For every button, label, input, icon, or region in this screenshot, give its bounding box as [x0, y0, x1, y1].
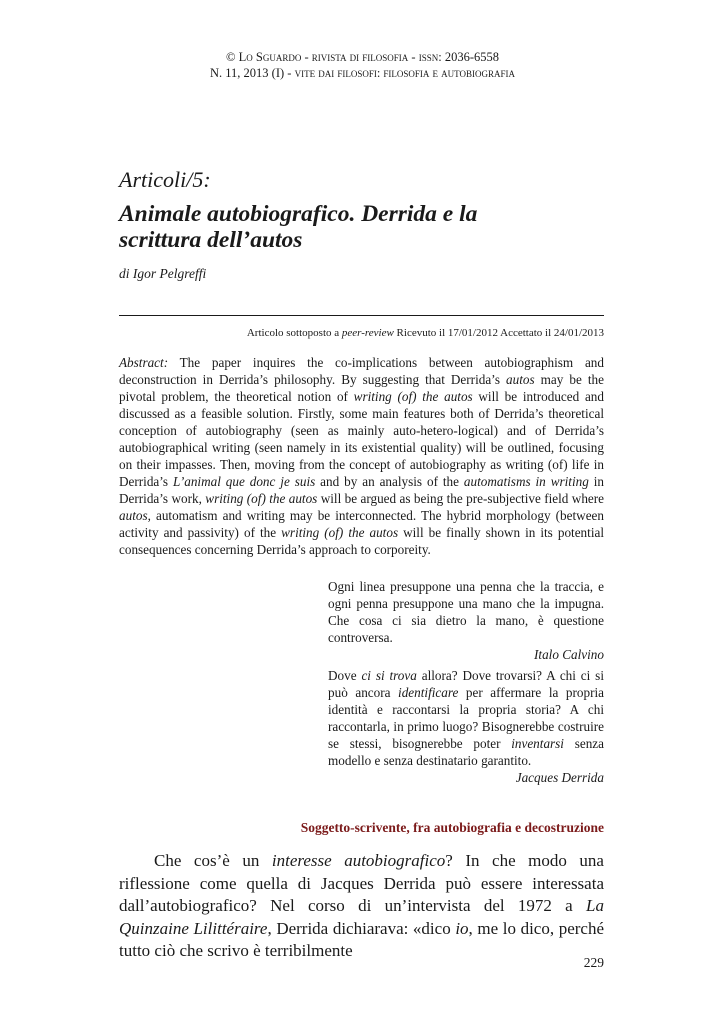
body-paragraph: Che cos’è un interesse autobiografico? In che modo una riflessione come quella di Jacques Derrida può essere interessata dall’autobiografico? Nel corso di un’intervista del 1972 a La Quinzaine Lilittéraire, Derrida dichiarava: «dico io, me lo dico, perché tutto ciò che scrivo è terribilmente — [119, 851, 604, 960]
epigraph-text: Dove ci si trova allora? Dove trovarsi? A chi ci si può ancora identificare per affermare la propria identità e raccontarsi la propria storia? A chi raccontarla, in primo luogo? Bisognerebbe costruire se stessi, bisognerebbe poter inventarsi senza modello e senza destinatario garantito. — [328, 668, 604, 768]
journal-name: Lo Sguardo - rivista di filosofia - issn — [238, 50, 439, 64]
article-title-line1: Animale autobiografico. Derrida e la — [119, 201, 478, 227]
epigraph-attribution: Jacques Derrida — [515, 770, 604, 785]
journal-header-line1: © Lo Sguardo - rivista di filosofia - issn: 2036-6558 — [226, 50, 499, 64]
article-title-line2: scrittura dell’autos — [119, 227, 303, 253]
journal-header-line2 — [0, 65, 725, 81]
section-label: Articoli/5: — [119, 167, 211, 192]
epigraph-derrida — [328, 667, 604, 786]
journal-header — [0, 49, 725, 81]
epigraph-calvino — [328, 578, 604, 663]
section-heading: Soggetto-scrivente, fra autobiografia e decostruzione — [300, 820, 604, 835]
issn: : 2036-6558 — [438, 50, 499, 64]
article-title — [119, 201, 609, 253]
page-number: 229 — [583, 955, 604, 970]
epigraph-attribution: Italo Calvino — [534, 647, 604, 662]
epigraph-text: Ogni linea presuppone una penna che la traccia, e ogni penna presuppone una mano che la impugna. Che cosa ci sia dietro la mano, è questione controversa. — [328, 579, 604, 645]
issue-number: N. 11, 2013 (I) - — [209, 66, 295, 80]
abstract: Abstract: The paper inquires the co-implications between autobiographism and deconstruction in Derrida’s philosophy. By suggesting that Derrida’s autos may be the pivotal problem, the theoretical notion of writing (of) the autos will be introduced and discussed as a feasible solution. Firstly, some main features both of Derrida’s theoretical conception of autobiography (seen as mainly auto-hetero-logical) and of Derrida’s autobiographical writing (seen namely in its existential quality) will be outlined, focusing on their impasses. Then, moving from the concept of autobiography as writing (of) life in Derrida’s L’animal que donc je suis and by an analysis of the automatisms in writing in Derrida’s work, writing (of) the autos will be argued as being the pre-subjective field where autos, automatism and writing may be interconnected. The hybrid morphology (between activity and passivity) of the writing (of) the autos will be finally shown in its potential consequences concerning Derrida’s approach to corporeity. — [119, 355, 605, 557]
article-author: di Igor Pelgreffi — [119, 266, 207, 281]
title-divider — [119, 315, 604, 316]
abstract-label: Abstract: — [119, 355, 169, 370]
issue-theme: vite dai filosofi: filosofia e autobiografia — [294, 66, 516, 80]
review-info: Articolo sottoposto a peer-review Ricevuto il 17/01/2012 Accettato il 24/01/2013 — [246, 327, 604, 339]
